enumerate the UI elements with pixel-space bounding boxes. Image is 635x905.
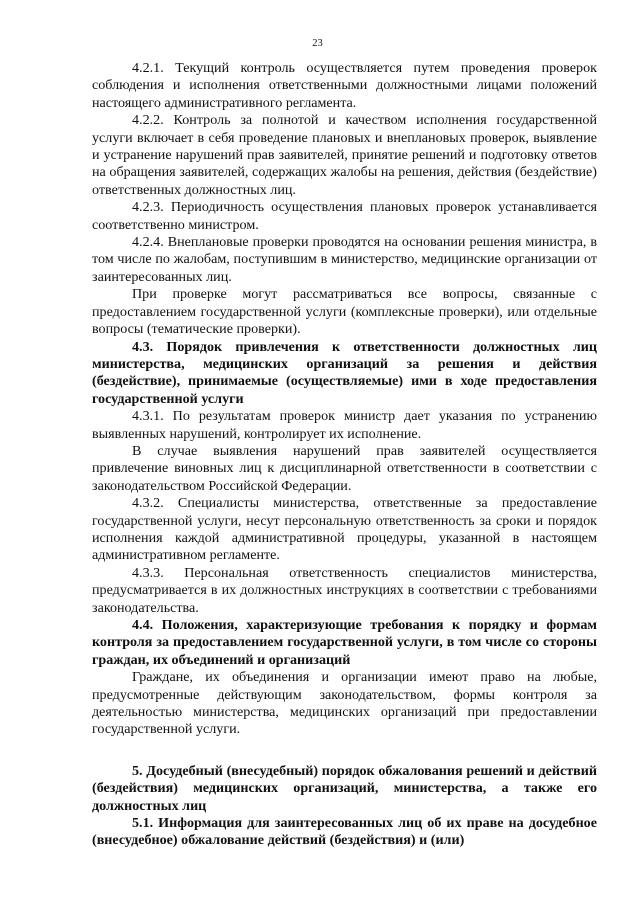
- section-heading: 5. Досудебный (внесудебный) порядок обжалования решений и действий (бездействия) медицинских организаций, министерства, а также его должностных лиц: [92, 762, 597, 814]
- page-number: 23: [312, 38, 323, 49]
- paragraph: 4.3.3. Персональная ответственность специалистов министерства, предусматривается в их должностных инструкциях в соответствии с требованиями законодательства.: [92, 564, 597, 616]
- paragraph: 4.3.2. Специалисты министерства, ответственные за предоставление государственной услуги, несут персональную ответственность за сроки и порядок исполнения каждой административной процедуры, указанной в настоящем административном регламенте.: [92, 495, 597, 564]
- paragraph: 4.2.4. Внеплановые проверки проводятся на основании решения министра, в том числе по жалобам, поступившим в министерство, медицинские организации от заинтересованных лиц.: [92, 234, 597, 285]
- paragraph: 4.2.2. Контроль за полнотой и качеством исполнения государственной услуги включает в себя проведение плановых и внеплановых проверок, выявление и устранение нарушений прав заявителей, принятие решений и подготовку ответов на обращения заявителей, содержащих жалобы на решения, действия (бездействие) ответственных должностных лиц.: [92, 112, 597, 198]
- subsection-heading: 5.1. Информация для заинтересованных лиц об их праве на досудебное (внесудебное) обжалование действий (бездействия) и (или): [92, 815, 597, 849]
- paragraph: 4.2.1. Текущий контроль осуществляется путем проведения проверок соблюдения и исполнения ответственными должностными лицами положений настоящего административного регламента.: [92, 60, 597, 111]
- paragraph: При проверке могут рассматриваться все вопросы, связанные с предоставлением государственной услуги (комплексные проверки), или отдельные вопросы (тематические проверки).: [92, 286, 597, 338]
- paragraph: 4.2.3. Периодичность осуществления плановых проверок устанавливается соответственно министром.: [92, 199, 597, 233]
- paragraph: В случае выявления нарушений прав заявителей осуществляется привлечение виновных лиц к дисциплинарной ответственности в соответствии с законодательством Российской Федерации.: [92, 442, 597, 494]
- paragraph: Граждане, их объединения и организации имеют право на любые, предусмотренные действующим законодательством, формы контроля за деятельностью министерства, медицинских организаций при предоставлении государственной услуги.: [92, 669, 597, 738]
- paragraph: 4.3.1. По результатам проверок министр дает указания по устранению выявленных нарушений, контролирует их исполнение.: [92, 408, 597, 442]
- document-body: [92, 60, 597, 850]
- subsection-heading: 4.4. Положения, характеризующие требования к порядку и формам контроля за предоставлением государственной услуги, в том числе со стороны граждан, их объединений и организаций: [92, 617, 597, 668]
- subsection-heading: 4.3. Порядок привлечения к ответственности должностных лиц министерства, медицинских организаций за решения и действия (бездействие), принимаемые (осуществляемые) ими в ходе предоставления государственной услуги: [92, 338, 597, 407]
